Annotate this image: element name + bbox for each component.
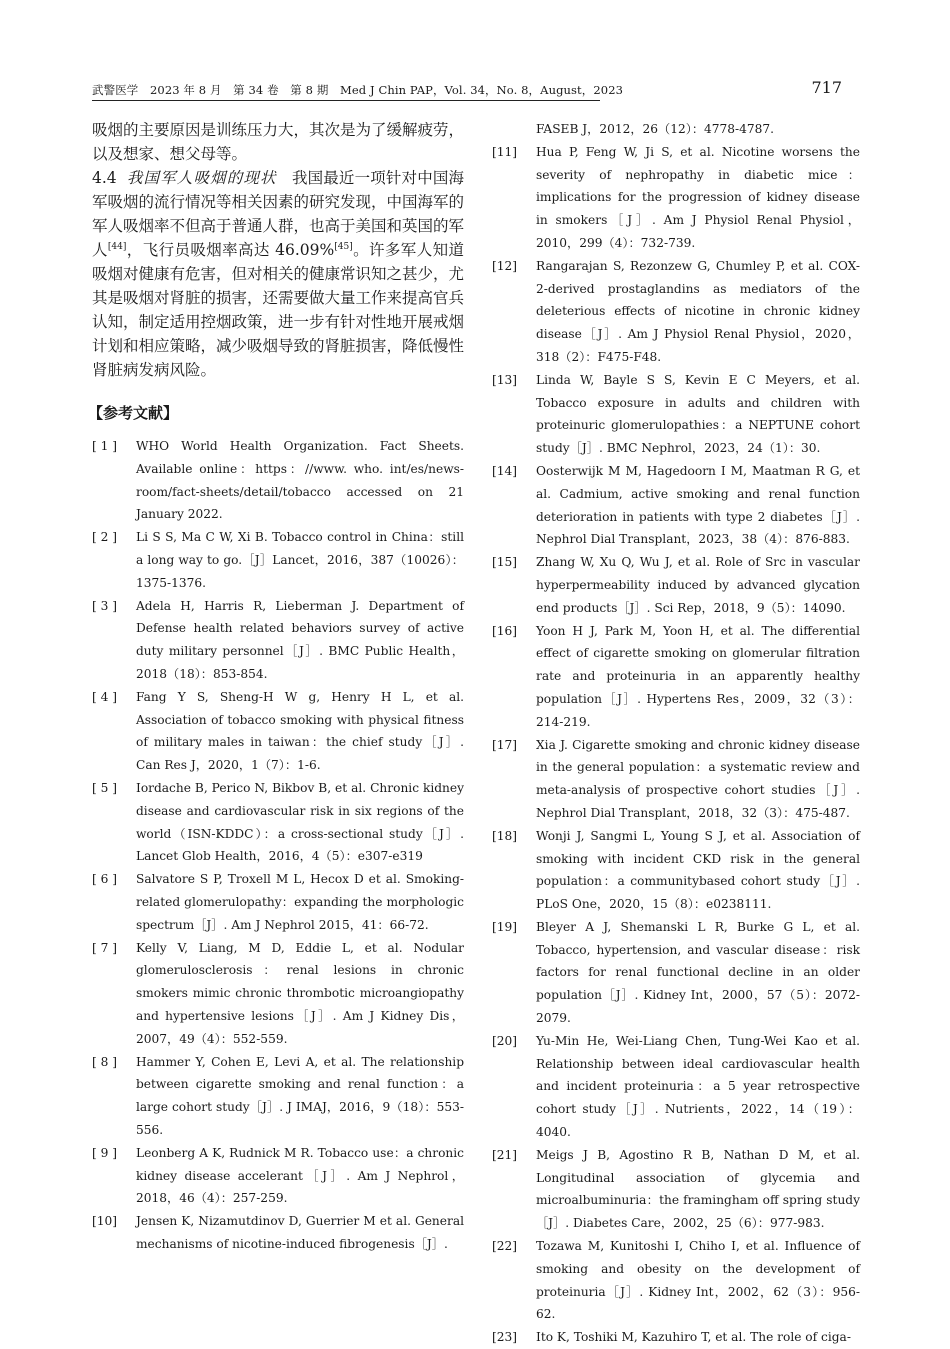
reference-number: [20] xyxy=(492,1033,518,1048)
reference-number: [17] xyxy=(492,737,518,752)
reference-number: [ 5 ] xyxy=(92,780,118,795)
reference-number: [16] xyxy=(492,623,518,638)
left-column xyxy=(88,118,465,1256)
paragraph-2-text-b: ，飞行员吸烟率高达 46.09% xyxy=(126,241,335,259)
reference-text: Li S S, Ma C W, Xi B. Tobacco control in China：still a long way to go.［J］Lancet，2016，387（10026）：1375-1376. xyxy=(136,530,464,590)
paragraph-2-text-c: 。许多军人知道吸烟对健康有危害，但对相关的健康常识知之甚少，尤其是吸烟对肾脏的损害，还需要做大量工作来提高官兵认知，制定适用控烟政策，进一步有针对性地开展戒烟计划和相应策略，减少吸烟导致的肾脏损害，降低慢性肾脏病发病风险。 xyxy=(92,241,465,379)
section-title: 我国军人吸烟的现状 xyxy=(126,169,277,187)
reference-text: Hammer Y, Cohen E, Levi A, et al. The relationship between cigarette smoking and renal function：a large cohort study［J］. J IMAJ，2016，9（18）：553-556. xyxy=(136,1054,464,1137)
body-text xyxy=(92,118,464,382)
reference-number: [ 9 ] xyxy=(92,1145,118,1160)
reference-number: [ 1 ] xyxy=(92,439,118,453)
reference-number: [18] xyxy=(492,828,518,843)
reference-text: WHO World Health Organization. Fact Sheets. Available online：https：//www. who. int/es/news-room/fact-sheets/detail/tobacco accessed on 21 January 2022. xyxy=(136,439,464,522)
reference-text: Oosterwijk M M, Hagedoorn I M, Maatman R G, et al. Cadmium, active smoking and renal function deterioration in patients with type 2 diabetes［J］. Nephrol Dial Transplant，2023，38（4）：876-883. xyxy=(536,463,860,547)
reference-text: Iordache B, Perico N, Bikbov B, et al. Chronic kidney disease and cardiovascular risk in six regions of the world（ISN-KDDC）：a cross-sectional study［J］. Lancet Glob Health，2016，4（5）：e307-e319 xyxy=(136,780,464,864)
reference-number: [22] xyxy=(492,1239,518,1254)
reference-item xyxy=(92,777,464,868)
references-heading: 【参考文献】 xyxy=(88,404,179,422)
reference-item xyxy=(92,937,464,1051)
reference-item xyxy=(492,1326,860,1349)
reference-text: Hua P, Feng W, Ji S, et al. Nicotine worsens the severity of nephropathy in diabetic mice：implications for the progression of kidney disease in smokers［J］. Am J Physiol Renal Physiol，2010，299（4）：732-739. xyxy=(536,144,860,250)
reference-item xyxy=(492,734,860,825)
reference-item xyxy=(92,1210,464,1256)
reference-text: Yoon H J, Park M, Yoon H, et al. The differential effect of cigarette smoking on glomerular filtration rate and proteinuria in an apparently healthy population［J］. Hypertens Res，2009，32（3）：214-219. xyxy=(536,623,860,729)
reference-text: Fang Y S, Sheng-H W g, Henry H L, et al. Association of tobacco smoking with physical fitness of military males in taiwan：the chief study［J］. Can Res J，2020，1（7）：1-6. xyxy=(136,689,464,773)
reference-text: Zhang W, Xu Q, Wu J, et al. Role of Src in vascular hyperpermeability induced by advanced glycation end products［J］. Sci Rep，2018，9（5）：14090. xyxy=(536,555,860,615)
reference-text: Rangarajan S, Rezonzew G, Chumley P, et al. COX-2-derived prostaglandins as mediators of the deleterious effects of nicotine in chronic kidney disease［J］. Am J Physiol Renal Physiol，2020，318（2）：F475-F48. xyxy=(536,258,860,364)
reference-item xyxy=(492,1235,860,1326)
reference-item xyxy=(492,141,860,255)
citation-45: [45] xyxy=(334,242,353,252)
reference-item xyxy=(92,1142,464,1210)
reference-text: FASEB J，2012，26（12）：4778-4787. xyxy=(536,122,775,136)
reference-item xyxy=(492,620,860,734)
reference-item xyxy=(492,825,860,916)
reference-item xyxy=(492,1030,860,1144)
references-list-right xyxy=(492,118,860,1349)
reference-text: Salvatore S P, Troxell M L, Hecox D et al. Smoking-related glomerulopathy：expanding the morphologic spectrum［J］. Am J Nephrol 2015，41：66-72. xyxy=(136,872,464,932)
reference-number: [ 2 ] xyxy=(92,530,118,545)
reference-number: [23] xyxy=(492,1330,518,1345)
reference-number: [14] xyxy=(492,463,518,478)
reference-item xyxy=(492,255,860,369)
reference-text: Jensen K, Nizamutdinov D, Guerrier M et al. General mechanisms of nicotine-induced fibrogenesis［J］. xyxy=(136,1214,464,1251)
section-number: 4.4 xyxy=(92,169,117,187)
reference-text: Wonji J, Sangmi L, Young S J, et al. Association of smoking with incident CKD risk in the general population：a communitybased cohort study［J］. PLoS One，2020，15（8）：e0238111. xyxy=(536,828,860,912)
reference-number: [13] xyxy=(492,372,518,387)
reference-number: [ 4 ] xyxy=(92,689,118,704)
references-list-left xyxy=(92,435,464,1256)
reference-text: Leonberg A K, Rudnick M R. Tobacco use：a chronic kidney disease accelerant［J］. Am J Nephrol，2018，46（4）：257-259. xyxy=(136,1145,464,1206)
running-header: 武警医学 2023 年 8 月 第 34 卷 第 8 期 Med J Chin PAP，Vol. 34，No. 8，August，2023 xyxy=(92,82,600,101)
paragraph-1: 吸烟的主要原因是训练压力大，其次是为了缓解疲劳，以及想家、想父母等。 xyxy=(92,121,465,163)
reference-number: [21] xyxy=(492,1147,518,1162)
reference-number: [19] xyxy=(492,919,518,934)
paragraph-2-text-a: 我国最近一项针对中国海军吸烟的流行情况等相关因素的研究发现，中国海军的军人吸烟率不但高于普通人群，也高于美国和英国的军人 xyxy=(92,169,465,259)
citation-44: [44] xyxy=(107,242,127,252)
reference-item xyxy=(492,369,860,460)
reference-text: Meigs J B, Agostino R B, Nathan D M, et al. Longitudinal association of glycemia and microalbuminuria：the framingham off spring study［J］. Diabetes Care，2002，25（6）：977-983. xyxy=(536,1147,860,1231)
reference-number: [ 3 ] xyxy=(92,598,118,613)
reference-item xyxy=(492,551,860,619)
reference-item xyxy=(492,1144,860,1235)
reference-number: [ 6 ] xyxy=(92,872,118,887)
reference-item xyxy=(92,595,464,686)
page-number: 717 xyxy=(811,78,842,97)
reference-number: [ 7 ] xyxy=(92,940,118,955)
reference-text: Adela H, Harris R, Lieberman J. Department of Defense health related behaviors survey of active duty military personnel［J］. BMC Public Health，2018（18）：853-854. xyxy=(136,598,464,681)
reference-text: Yu-Min He, Wei-Liang Chen, Tung-Wei Kao et al. Relationship between ideal cardiovascular health and incident proteinuria：a 5 year retrospective cohort study［J］. Nutrients，2022，14（19）：4040. xyxy=(536,1033,860,1140)
reference-item xyxy=(92,868,464,936)
reference-text: Bleyer A J, Shemanski L R, Burke G L, et al. Tobacco, hypertension, and vascular disease：risk factors for renal functional decline in an older population［J］. Kidney Int，2000，57（5）：2072-2079. xyxy=(536,919,860,1026)
reference-item xyxy=(92,435,464,526)
reference-text: Ito K, Toshiki M, Kazuhiro T, et al. The role of ciga- xyxy=(536,1330,851,1345)
reference-number: [15] xyxy=(492,555,518,570)
reference-number: [12] xyxy=(492,258,518,273)
reference-number: [10] xyxy=(92,1214,118,1229)
reference-item xyxy=(492,916,860,1030)
reference-item xyxy=(92,686,464,777)
reference-item xyxy=(492,460,860,551)
reference-item xyxy=(492,118,860,141)
reference-item xyxy=(92,526,464,594)
reference-text: Xia J. Cigarette smoking and chronic kidney disease in the general population：a systematic review and meta-analysis of prospective cohort studies［J］. Nephrol Dial Transplant，2018，32（3）：475-487. xyxy=(536,737,860,820)
reference-number: [11] xyxy=(492,144,518,159)
right-column xyxy=(492,118,860,1349)
reference-text: Kelly V, Liang, M D, Eddie L, et al. Nodular glomerulosclerosis：renal lesions in chronic smokers mimic chronic thrombotic microangiopathy and hypertensive lesions［J］. Am J Kidney Dis，2007，49（4）：552-559. xyxy=(136,940,464,1046)
reference-text: Linda W, Bayle S S, Kevin E C Meyers, et al. Tobacco exposure in adults and children with proteinuric glomerulopathies：a NEPTUNE cohort study［J］. BMC Nephrol，2023，24（1）：30. xyxy=(536,372,860,456)
reference-text: Tozawa M, Kunitoshi I, Chiho I, et al. Influence of smoking and obesity on the development of proteinuria［J］. Kidney Int，2002，62（3）：956-62. xyxy=(536,1239,860,1322)
reference-item xyxy=(92,1051,464,1142)
reference-number: [ 8 ] xyxy=(92,1054,118,1069)
paragraph-2 xyxy=(92,166,464,382)
